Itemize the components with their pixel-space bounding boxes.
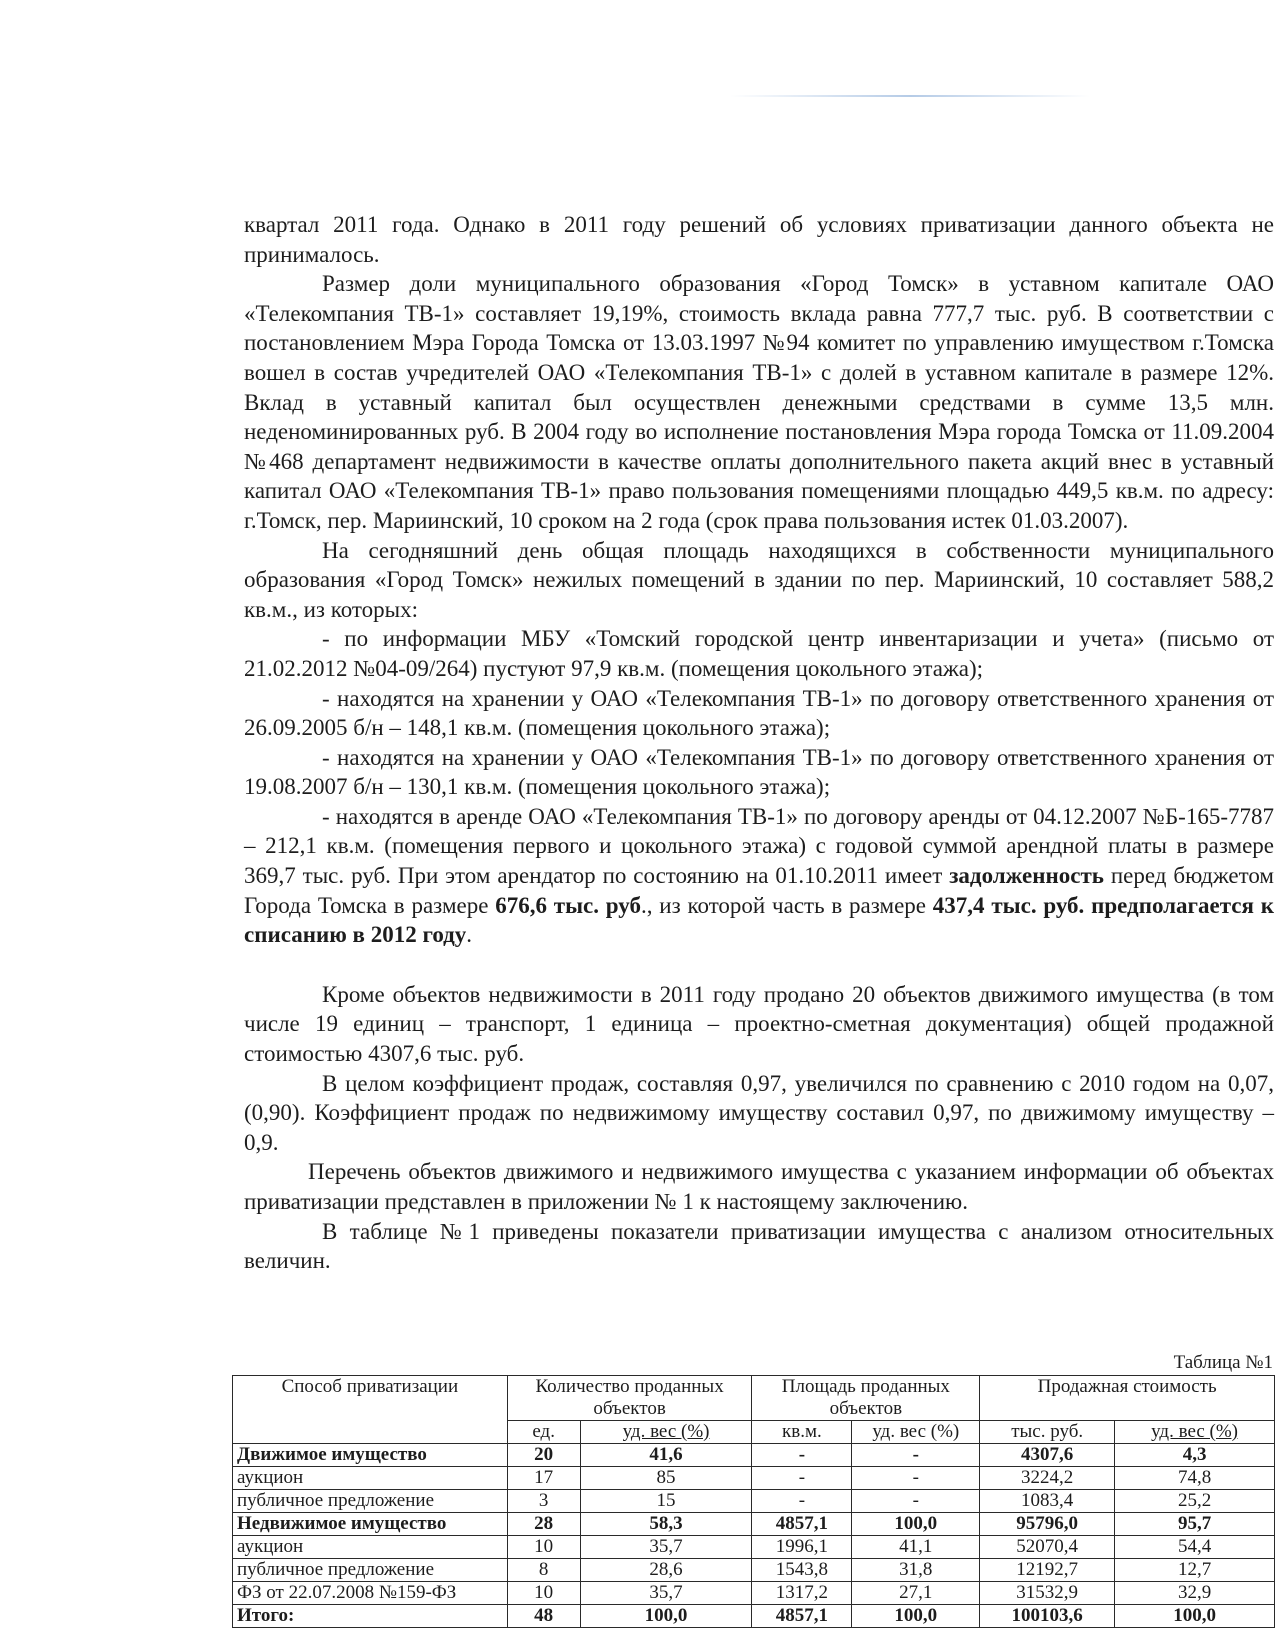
- row-cell-c2: 85: [580, 1467, 752, 1490]
- list-item-rent: - находятся в аренде ОАО «Телекомпания ТВ-1» по договору аренды от 04.12.2007 №Б-165-7787 – 212,1 кв.м. (помещения первого и цокольного этажа) с годовой суммой арендной платы в размере 369,7 тыс. руб. При этом арендатор по состоянию на 01.10.2011 имеет задолженность перед бюджетом Города Томска в размере 676,6 тыс. руб., из которой часть в размере 437,4 тыс. руб. предполагается к списанию в 2012 году.: [244, 803, 1274, 948]
- row-cell-c5: 52070,4: [980, 1536, 1115, 1559]
- paragraph-1: квартал 2011 года. Однако в 2011 году решений об условиях приватизации данного объекта не принималось.: [244, 212, 1274, 267]
- list-item-storage-2005: - находятся на хранении у ОАО «Телекомпания ТВ-1» по договору ответственного хранения от 26.09.2005 б/н – 148,1 кв.м. (помещения цокольного этажа);: [244, 685, 1274, 741]
- paragraph-appendix: Перечень объектов движимого и недвижимого имущества с указанием информации об объектах приватизации представлен в приложении № 1 к настоящему заключению.: [244, 1159, 1274, 1214]
- row-cell-c2: 58,3: [580, 1513, 752, 1536]
- row-cell-c5: 4307,6: [980, 1444, 1115, 1467]
- row-cell-c6: 25,2: [1115, 1490, 1275, 1513]
- row-label: публичное предложение: [233, 1490, 508, 1513]
- row-cell-c2: 41,6: [580, 1444, 752, 1467]
- row-cell-c1: 20: [507, 1444, 580, 1467]
- row-cell-c1: 28: [507, 1513, 580, 1536]
- header-price: Продажная стоимость: [980, 1376, 1275, 1421]
- row-label: аукцион: [233, 1467, 508, 1490]
- row-label: Недвижимое имущество: [233, 1513, 508, 1536]
- row-cell-c4: 31,8: [852, 1559, 980, 1582]
- row-cell-c1: 8: [507, 1559, 580, 1582]
- table-header-row: [233, 1376, 1275, 1421]
- row-label: ФЗ от 22.07.2008 №159-ФЗ: [233, 1582, 508, 1605]
- row-cell-c6: 100,0: [1115, 1605, 1275, 1628]
- row-cell-c3: -: [752, 1467, 852, 1490]
- row-cell-c2: 15: [580, 1490, 752, 1513]
- table-row: [233, 1582, 1275, 1605]
- row-cell-c1: 10: [507, 1582, 580, 1605]
- row-cell-c6: 32,9: [1115, 1582, 1275, 1605]
- subheader-count-share: уд. вес (%): [580, 1421, 752, 1444]
- paragraph-movable: Кроме объектов недвижимости в 2011 году продано 20 объектов движимого имущества (в том числе 19 единиц – транспорт, 1 единица – проектно-сметная документация) общей продажной стоимостью 4307,6 тыс. руб.: [244, 981, 1274, 1067]
- row-cell-c2: 100,0: [580, 1605, 752, 1628]
- paragraph-3: На сегодняшний день общая площадь находящихся в собственности муниципального образования «Город Томск» нежилых помещений в здании по пер. Мариинский, 10 составляет 588,2 кв.м., из которых:: [244, 537, 1274, 622]
- row-cell-c3: 4857,1: [752, 1513, 852, 1536]
- scan-artifact-line: [730, 95, 1090, 97]
- row-cell-c3: 1996,1: [752, 1536, 852, 1559]
- row-cell-c3: -: [752, 1444, 852, 1467]
- subheader-units: ед.: [507, 1421, 580, 1444]
- row-label: публичное предложение: [233, 1559, 508, 1582]
- row-cell-c5: 12192,7: [980, 1559, 1115, 1582]
- table-row: [233, 1513, 1275, 1536]
- table-row: [233, 1536, 1275, 1559]
- row-cell-c2: 28,6: [580, 1559, 752, 1582]
- row-cell-c3: 1317,2: [752, 1582, 852, 1605]
- paragraph-coefficient: В целом коэффициент продаж, составляя 0,97, увеличился по сравнению с 2010 годом на 0,07, (0,90). Коэффициент продаж по недвижимому имуществу составил 0,97, по движимому имуществу – 0,9.: [244, 1070, 1274, 1155]
- subheader-area-share: уд. вес (%): [852, 1421, 980, 1444]
- row-cell-c6: 12,7: [1115, 1559, 1275, 1582]
- row-cell-c1: 48: [507, 1605, 580, 1628]
- paragraph-2: Размер доли муниципального образования «Город Томск» в уставном капитале ОАО «Телекомпания ТВ-1» составляет 19,19%, стоимость вклада равна 777,7 тыс. руб. В соответствии с постановлением Мэра Города Томска от 13.03.1997 №94 комитет по управлению имуществом г.Томска вошел в состав учредителей ОАО «Телекомпания ТВ-1» с долей в уставном капитале в размере 12%. Вклад в уставный капитал был осуществлен денежными средствами в сумме 13,5 млн. неденоминированных руб. В 2004 году во исполнение постановления Мэра города Томска от 11.09.2004 №468 департамент недвижимости в качестве оплаты дополнительного пакета акций внес в уставный капитал ОАО «Телекомпания ТВ-1» право пользования помещениями площадью 449,5 кв.м. по адресу: г.Томск, пер. Мариинский, 10 сроком на 2 года (срок права пользования истек 01.03.2007).: [244, 271, 1274, 533]
- header-method: Способ приватизации: [233, 1376, 508, 1444]
- row-cell-c4: 100,0: [852, 1513, 980, 1536]
- row-cell-c3: 1543,8: [752, 1559, 852, 1582]
- table-body: [233, 1444, 1275, 1628]
- row-cell-c3: 4857,1: [752, 1605, 852, 1628]
- row-cell-c2: 35,7: [580, 1536, 752, 1559]
- paragraph-table-ref: В таблице №1 приведены показатели приватизации имущества с анализом относительных величин.: [244, 1218, 1274, 1274]
- row-cell-c6: 4,3: [1115, 1444, 1275, 1467]
- table-row: [233, 1490, 1275, 1513]
- row-cell-c4: 27,1: [852, 1582, 980, 1605]
- table-caption: Таблица №1: [1173, 1352, 1273, 1373]
- row-cell-c5: 3224,2: [980, 1467, 1115, 1490]
- subheader-rub: тыс. руб.: [980, 1421, 1115, 1444]
- row-cell-c4: -: [852, 1490, 980, 1513]
- table-row: [233, 1444, 1275, 1467]
- row-cell-c6: 54,4: [1115, 1536, 1275, 1559]
- privatization-table: [232, 1375, 1275, 1628]
- list-item-empty-premises: - по информации МБУ «Томский городской центр инвентаризации и учета» (письмо от 21.02.2012 №04-09/264) пустуют 97,9 кв.м. (помещения цокольного этажа);: [244, 626, 1274, 681]
- row-cell-c5: 1083,4: [980, 1490, 1115, 1513]
- document-body: [244, 210, 1274, 1276]
- row-label: Итого:: [233, 1605, 508, 1628]
- row-cell-c1: 17: [507, 1467, 580, 1490]
- header-count: Количество проданных объектов: [507, 1376, 752, 1421]
- table-row: [233, 1559, 1275, 1582]
- row-cell-c5: 95796,0: [980, 1513, 1115, 1536]
- row-label: Движимое имущество: [233, 1444, 508, 1467]
- row-cell-c5: 31532,9: [980, 1582, 1115, 1605]
- row-cell-c4: -: [852, 1444, 980, 1467]
- row-cell-c1: 3: [507, 1490, 580, 1513]
- row-label: аукцион: [233, 1536, 508, 1559]
- header-area: Площадь проданных объектов: [752, 1376, 980, 1421]
- row-cell-c6: 95,7: [1115, 1513, 1275, 1536]
- row-cell-c1: 10: [507, 1536, 580, 1559]
- row-cell-c3: -: [752, 1490, 852, 1513]
- subheader-sqm: кв.м.: [752, 1421, 852, 1444]
- row-cell-c6: 74,8: [1115, 1467, 1275, 1490]
- list-item-storage-2007: - находятся на хранении у ОАО «Телекомпания ТВ-1» по договору ответственного хранения от 19.08.2007 б/н – 130,1 кв.м. (помещения цокольного этажа);: [244, 744, 1274, 800]
- row-cell-c5: 100103,6: [980, 1605, 1115, 1628]
- table-row: [233, 1467, 1275, 1490]
- table-row: [233, 1605, 1275, 1628]
- row-cell-c2: 35,7: [580, 1582, 752, 1605]
- row-cell-c4: -: [852, 1467, 980, 1490]
- subheader-price-share: уд. вес (%): [1115, 1421, 1275, 1444]
- row-cell-c4: 41,1: [852, 1536, 980, 1559]
- row-cell-c4: 100,0: [852, 1605, 980, 1628]
